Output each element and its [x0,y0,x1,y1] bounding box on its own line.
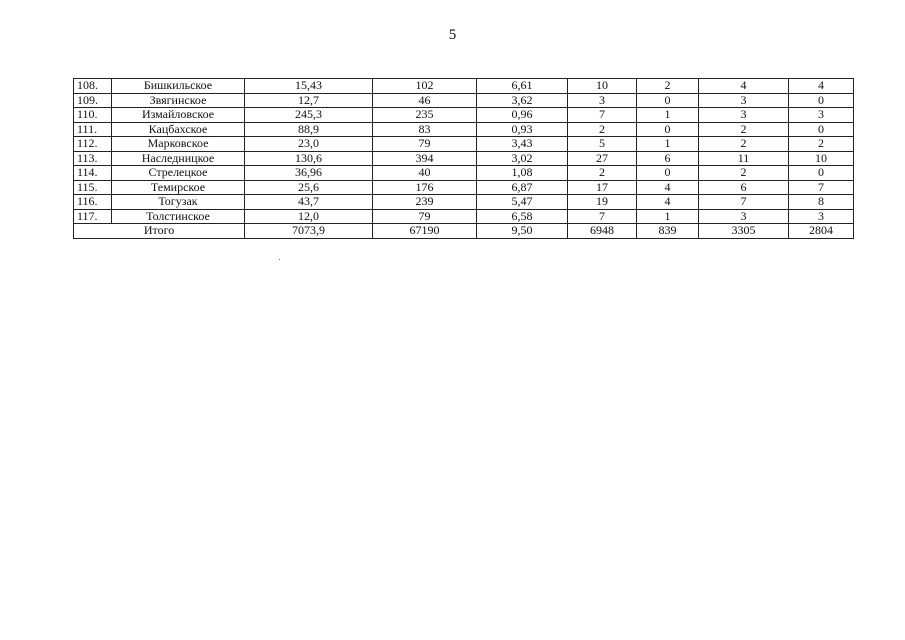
value-cell: 4 [637,180,699,195]
value-cell: 1 [637,137,699,152]
value-cell: 235 [373,108,477,123]
value-cell: 0 [637,93,699,108]
value-cell: 2 [568,166,637,181]
value-cell: 4 [699,79,789,94]
settlement-name-cell: Марковское [112,137,245,152]
scan-speck [279,259,280,260]
page-number: 5 [448,27,457,43]
value-cell: 5,47 [477,195,568,210]
total-row [74,224,854,239]
value-cell: 4 [637,195,699,210]
value-cell: 46 [373,93,477,108]
value-cell: 130,6 [245,151,373,166]
value-cell: 0 [637,166,699,181]
settlements-table [73,78,854,239]
value-cell: 1 [637,209,699,224]
value-cell: 17 [568,180,637,195]
table-body [74,79,854,239]
value-cell: 394 [373,151,477,166]
value-cell: 79 [373,209,477,224]
value-cell: 7 [568,209,637,224]
value-cell: 0 [637,122,699,137]
value-cell: 3 [789,209,854,224]
value-cell: 0,93 [477,122,568,137]
value-cell: 43,7 [245,195,373,210]
row-number-cell: 109. [74,93,112,108]
value-cell: 1,08 [477,166,568,181]
total-value-cell: 2804 [789,224,854,239]
value-cell: 7 [789,180,854,195]
row-number-cell: 115. [74,180,112,195]
value-cell: 1 [637,108,699,123]
table-row [74,209,854,224]
settlement-name-cell: Тогузак [112,195,245,210]
settlement-name-cell: Кацбахское [112,122,245,137]
row-number-cell: 112. [74,137,112,152]
value-cell: 12,7 [245,93,373,108]
value-cell: 19 [568,195,637,210]
value-cell: 3,02 [477,151,568,166]
value-cell: 2 [699,122,789,137]
value-cell: 6,58 [477,209,568,224]
value-cell: 6,61 [477,79,568,94]
value-cell: 83 [373,122,477,137]
value-cell: 7 [568,108,637,123]
total-value-cell: 9,50 [477,224,568,239]
total-value-cell: 7073,9 [245,224,373,239]
value-cell: 79 [373,137,477,152]
row-number-cell: 110. [74,108,112,123]
value-cell: 36,96 [245,166,373,181]
table-row [74,195,854,210]
value-cell: 10 [789,151,854,166]
value-cell: 40 [373,166,477,181]
value-cell: 3,62 [477,93,568,108]
value-cell: 2 [699,137,789,152]
value-cell: 12,0 [245,209,373,224]
value-cell: 4 [789,79,854,94]
value-cell: 11 [699,151,789,166]
value-cell: 6,87 [477,180,568,195]
value-cell: 3 [789,108,854,123]
value-cell: 23,0 [245,137,373,152]
value-cell: 239 [373,195,477,210]
value-cell: 2 [637,79,699,94]
value-cell: 0 [789,122,854,137]
table-row [74,137,854,152]
table-row [74,151,854,166]
value-cell: 2 [699,166,789,181]
value-cell: 10 [568,79,637,94]
table-row [74,122,854,137]
settlement-name-cell: Звягинское [112,93,245,108]
value-cell: 6 [699,180,789,195]
table-row [74,180,854,195]
row-number-cell: 108. [74,79,112,94]
value-cell: 88,9 [245,122,373,137]
total-value-cell: 839 [637,224,699,239]
settlement-name-cell: Темирское [112,180,245,195]
value-cell: 3 [568,93,637,108]
value-cell: 5 [568,137,637,152]
value-cell: 2 [789,137,854,152]
row-number-cell: 117. [74,209,112,224]
settlement-name-cell: Измайловское [112,108,245,123]
value-cell: 8 [789,195,854,210]
settlement-name-cell: Наследницкое [112,151,245,166]
value-cell: 3,43 [477,137,568,152]
value-cell: 25,6 [245,180,373,195]
value-cell: 0 [789,166,854,181]
table-row [74,166,854,181]
value-cell: 0 [789,93,854,108]
settlement-name-cell: Толстинское [112,209,245,224]
value-cell: 3 [699,93,789,108]
value-cell: 27 [568,151,637,166]
value-cell: 6 [637,151,699,166]
value-cell: 3 [699,108,789,123]
settlement-name-cell: Бишкильское [112,79,245,94]
value-cell: 7 [699,195,789,210]
value-cell: 15,43 [245,79,373,94]
row-number-cell: 116. [74,195,112,210]
table-row [74,93,854,108]
total-value-cell: 67190 [373,224,477,239]
row-number-cell: 114. [74,166,112,181]
row-number-cell: 111. [74,122,112,137]
table-row [74,79,854,94]
total-value-cell: 3305 [699,224,789,239]
total-label-cell: Итого [74,224,245,239]
value-cell: 245,3 [245,108,373,123]
row-number-cell: 113. [74,151,112,166]
value-cell: 3 [699,209,789,224]
value-cell: 176 [373,180,477,195]
settlement-name-cell: Стрелецкое [112,166,245,181]
value-cell: 2 [568,122,637,137]
value-cell: 102 [373,79,477,94]
total-value-cell: 6948 [568,224,637,239]
value-cell: 0,96 [477,108,568,123]
table-row [74,108,854,123]
